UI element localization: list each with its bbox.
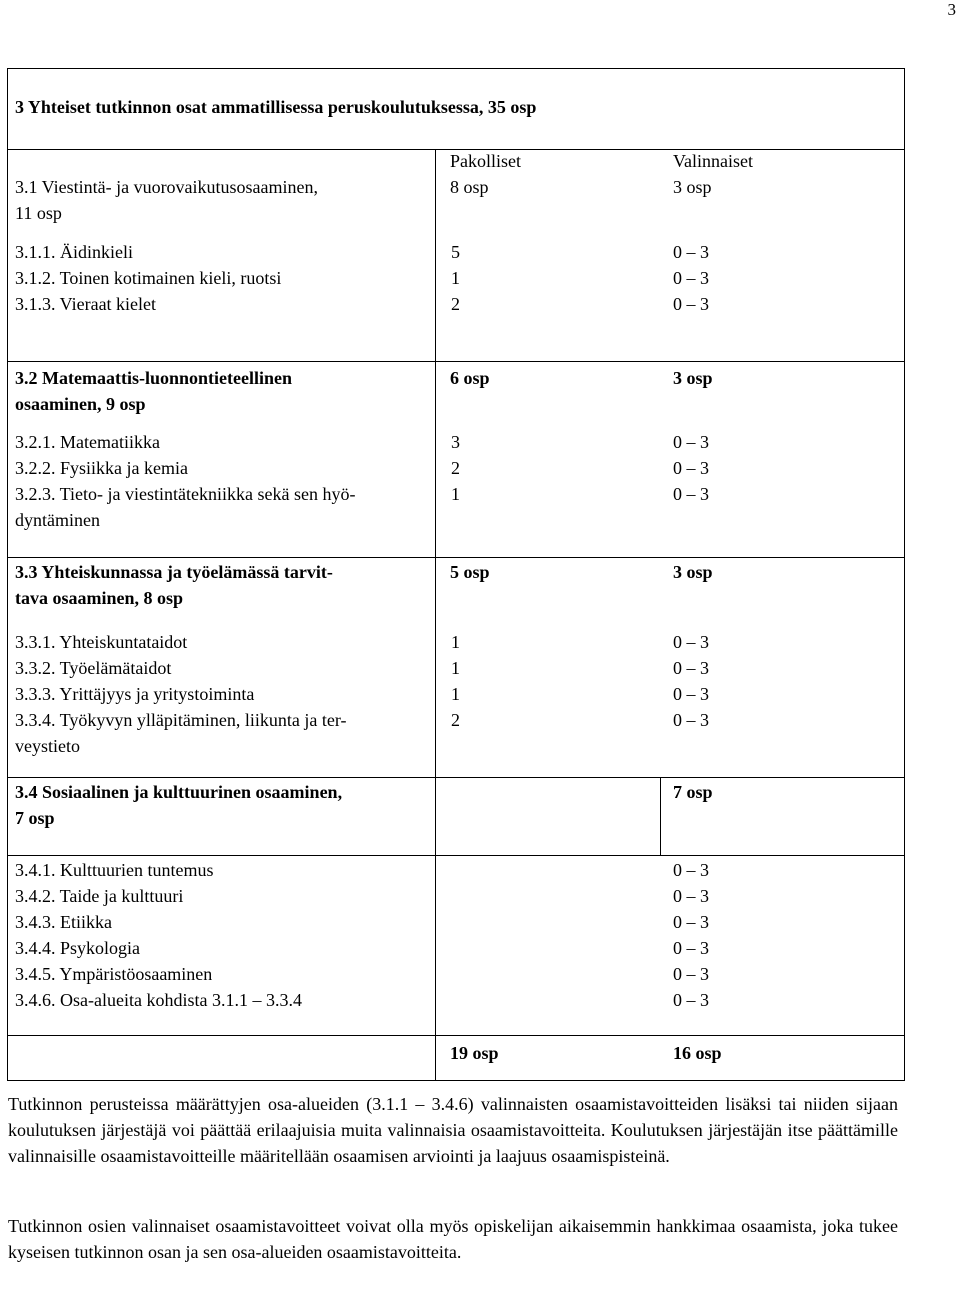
- mandatory-value: 1: [451, 684, 460, 704]
- mandatory-value: 2: [451, 458, 460, 478]
- optional-value: 0 – 3: [673, 938, 709, 958]
- s4-title: 7 osp: [15, 808, 55, 828]
- optional-value: 0 – 3: [673, 242, 709, 262]
- optional-grand-total: 16 osp: [673, 1043, 722, 1063]
- requirements-table: [7, 68, 905, 1081]
- list-item: 3.4.4. Psykologia: [15, 938, 141, 958]
- optional-value: 0 – 3: [673, 684, 709, 704]
- list-item: 3.3.4. Työkyvyn ylläpitäminen, liikunta ja ter-: [15, 710, 347, 730]
- mandatory-value: 5: [451, 242, 460, 262]
- list-item: 3.4.6. Osa-alueita kohdista 3.1.1 – 3.3.4: [15, 990, 302, 1010]
- mandatory-header: Pakolliset: [450, 151, 521, 171]
- column-divider: [435, 149, 436, 1080]
- row-divider: [8, 855, 904, 856]
- s3-optional-total: 3 osp: [673, 562, 713, 582]
- column-divider: [660, 777, 661, 855]
- mandatory-grand-total: 19 osp: [450, 1043, 499, 1063]
- list-item: dyntäminen: [15, 510, 100, 530]
- row-divider: [8, 1035, 904, 1036]
- section-title: 3 Yhteiset tutkinnon osat ammatillisessa peruskoulutuksessa, 35 osp: [15, 97, 537, 117]
- mandatory-value: 2: [451, 294, 460, 314]
- paragraph: Tutkinnon osien valinnaiset osaamistavoitteet voivat olla myös opiskelijan aikaisemmin hankkimaa osaamista, joka tukee kyseisen tutkinnon osan ja sen osa-alueiden osaamistavoitteita.: [8, 1216, 898, 1262]
- s2-mandatory-total: 6 osp: [450, 368, 490, 388]
- optional-value: 0 – 3: [673, 294, 709, 314]
- optional-value: 0 – 3: [673, 990, 709, 1010]
- row-divider: [8, 557, 904, 558]
- row-divider: [8, 777, 904, 778]
- list-item: 3.4.3. Etiikka: [15, 912, 112, 932]
- list-item: 3.1.1. Äidinkieli: [15, 242, 133, 262]
- mandatory-value: 1: [451, 658, 460, 678]
- list-item: 3.4.1. Kulttuurien tuntemus: [15, 860, 214, 880]
- optional-value: 0 – 3: [673, 458, 709, 478]
- optional-value: 0 – 3: [673, 886, 709, 906]
- list-item: 3.3.2. Työelämätaidot: [15, 658, 172, 678]
- list-item: 3.2.2. Fysiikka ja kemia: [15, 458, 188, 478]
- optional-value: 0 – 3: [673, 632, 709, 652]
- s3-mandatory-total: 5 osp: [450, 562, 490, 582]
- list-item: 3.4.2. Taide ja kulttuuri: [15, 886, 184, 906]
- s2-title: osaaminen, 9 osp: [15, 394, 146, 414]
- s1-optional-total: 3 osp: [673, 177, 712, 197]
- optional-value: 0 – 3: [673, 268, 709, 288]
- mandatory-value: 3: [451, 432, 460, 452]
- list-item: 3.2.3. Tieto- ja viestintätekniikka sekä sen hyö-: [15, 484, 356, 504]
- s2-optional-total: 3 osp: [673, 368, 713, 388]
- optional-value: 0 – 3: [673, 658, 709, 678]
- s3-title: 3.3 Yhteiskunnassa ja työelämässä tarvit-: [15, 562, 333, 582]
- list-item: 3.2.1. Matematiikka: [15, 432, 160, 452]
- s3-title: tava osaaminen, 8 osp: [15, 588, 184, 608]
- s2-title: 3.2 Matemaattis-luonnontieteellinen: [15, 368, 292, 388]
- paragraph: Tutkinnon perusteissa määrättyjen osa-alueiden (3.1.1 – 3.4.6) valinnaisten osaamistavoitteiden lisäksi tai niiden sijaan koulutuksen järjestäjä voi päättää erilaajuisia muita valinnaisia osaamistavoitteita. Koulutuksen järjestäjän itse päättämille valinnaisille osaamistavoitteille määritellään osaamisen arviointi ja laajuus osaamispisteinä.: [8, 1094, 898, 1166]
- optional-value: 0 – 3: [673, 860, 709, 880]
- list-item: 3.1.2. Toinen kotimainen kieli, ruotsi: [15, 268, 282, 288]
- mandatory-value: 2: [451, 710, 460, 730]
- s4-optional-total: 7 osp: [673, 782, 713, 802]
- optional-value: 0 – 3: [673, 710, 709, 730]
- mandatory-value: 1: [451, 632, 460, 652]
- optional-header: Valinnaiset: [673, 151, 753, 171]
- list-item: 3.4.5. Ympäristöosaaminen: [15, 964, 213, 984]
- optional-value: 0 – 3: [673, 912, 709, 932]
- list-item: 3.3.3. Yrittäjyys ja yritystoiminta: [15, 684, 255, 704]
- optional-value: 0 – 3: [673, 484, 709, 504]
- list-item: 3.3.1. Yhteiskuntataidot: [15, 632, 188, 652]
- mandatory-value: 1: [451, 484, 460, 504]
- row-divider: [8, 361, 904, 362]
- s1-title: 3.1 Viestintä- ja vuorovaikutusosaaminen,: [15, 177, 319, 197]
- mandatory-value: 1: [451, 268, 460, 288]
- list-item: veystieto: [15, 736, 80, 756]
- optional-value: 0 – 3: [673, 432, 709, 452]
- page-number: 3: [947, 0, 956, 19]
- optional-value: 0 – 3: [673, 964, 709, 984]
- list-item: 3.1.3. Vieraat kielet: [15, 294, 157, 314]
- s1-mandatory-total: 8 osp: [450, 177, 489, 197]
- s4-title: 3.4 Sosiaalinen ja kulttuurinen osaaminen,: [15, 782, 343, 802]
- s1-title: 11 osp: [15, 203, 62, 223]
